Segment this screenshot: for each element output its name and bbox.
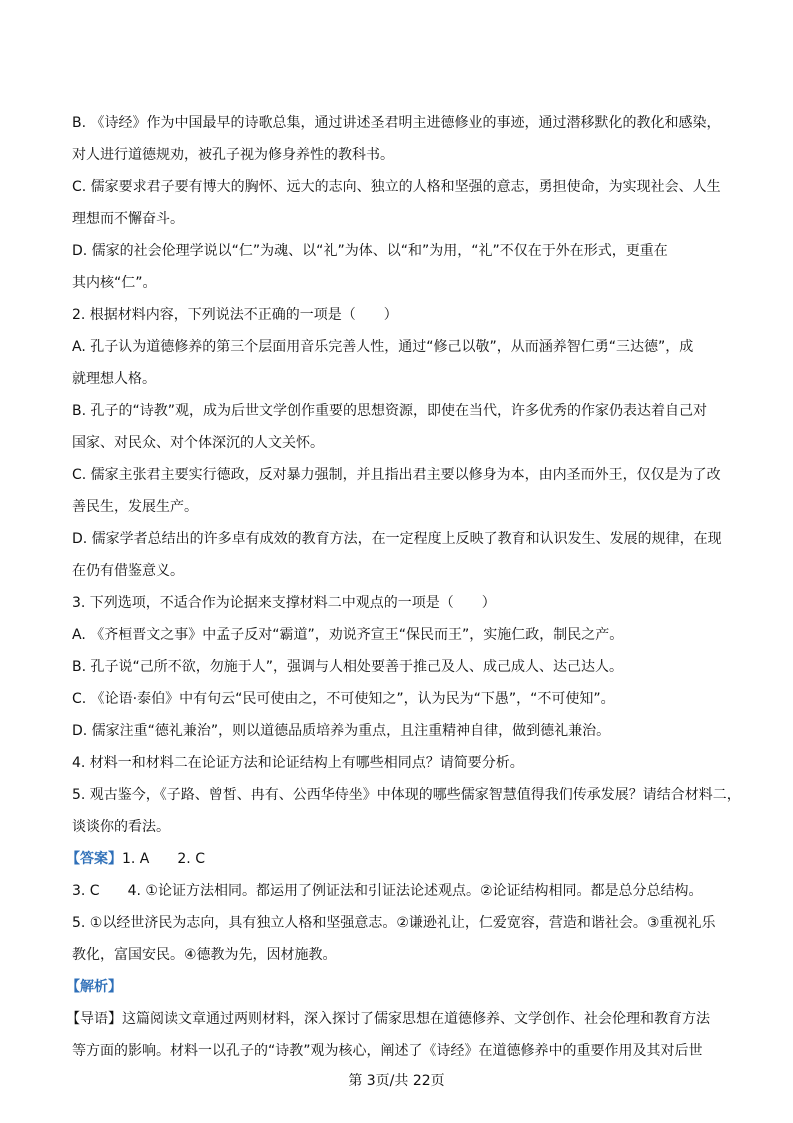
answer-line	[72, 882, 703, 900]
guide-line	[66, 1010, 710, 1028]
option-c-text: C. 《论语·泰伯》中有句云“民可使由之，不可使知之”，认为民为“下愚”，“不可使知”。	[72, 691, 615, 707]
text-line: 就理想人格。	[72, 371, 156, 387]
answer-line	[66, 850, 205, 868]
text-line: 对人进行道德规劝，被孔子视为修身养性的教科书。	[72, 147, 394, 163]
text-line: 善民生，发展生产。	[72, 499, 198, 515]
option-a-text: A. 孔子认为道德修养的第三个层面用音乐完善人性，通过“修己以敬”，从而涵养智仁勇“三达德”，成	[72, 339, 694, 355]
question-5: 5. 观古鉴今，《子路、曾皙、冉有、公西华侍坐》中体现的哪些儒家智慧值得我们传承发展？请结合材料二，	[72, 787, 741, 803]
option-b-text: B. 《诗经》作为中国最早的诗歌总集，通过讲述圣君明主进德修业的事迹，通过潜移默化的教化和感染，	[72, 115, 721, 131]
question-4: 4. 材料一和材料二在论证方法和论证结构上有哪些相同点？请简要分析。	[72, 755, 524, 771]
answer-4: 4. ①论证方法相同。都运用了例证法和引证法论述观点。②论证结构相同。都是总分总结构。	[127, 883, 703, 899]
answer-tag: 【答案】	[66, 851, 122, 867]
option-d-text: D. 儒家学者总结出的许多卓有成效的教育方法，在一定程度上反映了教育和认识发生、发展的规律，在现	[72, 531, 722, 547]
text-line: 其内核“仁”。	[72, 275, 157, 291]
answer-3: 3. C	[72, 883, 100, 899]
text-line: 在仍有借鉴意义。	[72, 563, 184, 579]
answer-2: 2. C	[177, 851, 205, 867]
page-footer: 第 3页/共 22页	[348, 1073, 445, 1089]
option-d-text: D. 儒家注重“德礼兼治”，则以道德品质培养为重点，且注重精神自律，做到德礼兼治。	[72, 723, 611, 739]
option-a-text: A. 《齐桓晋文之事》中孟子反对“霸道”，劝说齐宣王“保民而王”，实施仁政，制民之产。	[72, 627, 624, 643]
text-line: 等方面的影响。材料一以孔子的“诗教”观为核心，阐述了《诗经》在道德修养中的重要作用及其对后世	[72, 1043, 703, 1059]
guide-tag: 【导语】	[66, 1011, 122, 1027]
answer-1: 1. A	[122, 851, 150, 867]
analysis-tag: 【解析】	[66, 979, 122, 995]
question-2: 2. 根据材料内容，下列说法不正确的一项是（ ）	[72, 307, 398, 323]
option-b-text: B. 孔子说“己所不欲，勿施于人”，强调与人相处要善于推己及人、成己成人、达己达人。	[72, 659, 624, 675]
option-c-text: C. 儒家主张君主要实行德政，反对暴力强制，并且指出君主要以修身为本，由内圣而外王，仅仅是为了改	[72, 467, 721, 483]
option-b-text: B. 孔子的“诗教”观，成为后世文学创作重要的思想资源，即使在当代，许多优秀的作家仍表达着自己对	[72, 403, 708, 419]
question-3: 3. 下列选项，不适合作为论据来支撑材料二中观点的一项是（ ）	[72, 595, 496, 611]
text-line: 国家、对民众、对个体深沉的人文关怀。	[72, 435, 324, 451]
option-d-text: D. 儒家的社会伦理学说以“仁”为魂、以“礼”为体、以“和”为用，“礼”不仅在于外在形式，更重在	[72, 243, 668, 259]
answer-5: 5. ①以经世济民为志向，具有独立人格和坚强意志。②谦逊礼让，仁爱宽容，营造和谐社会。③重视礼乐	[72, 915, 716, 931]
text-line: 谈谈你的看法。	[72, 819, 170, 835]
guide-text: 这篇阅读文章通过两则材料，深入探讨了儒家思想在道德修养、文学创作、社会伦理和教育方法	[122, 1011, 710, 1027]
option-c-text: C. 儒家要求君子要有博大的胸怀、远大的志向、独立的人格和坚强的意志，勇担使命，为实现社会、人生	[72, 179, 721, 195]
text-line: 理想而不懈奋斗。	[72, 211, 184, 227]
text-line: 教化，富国安民。④德教为先，因材施教。	[72, 947, 337, 963]
